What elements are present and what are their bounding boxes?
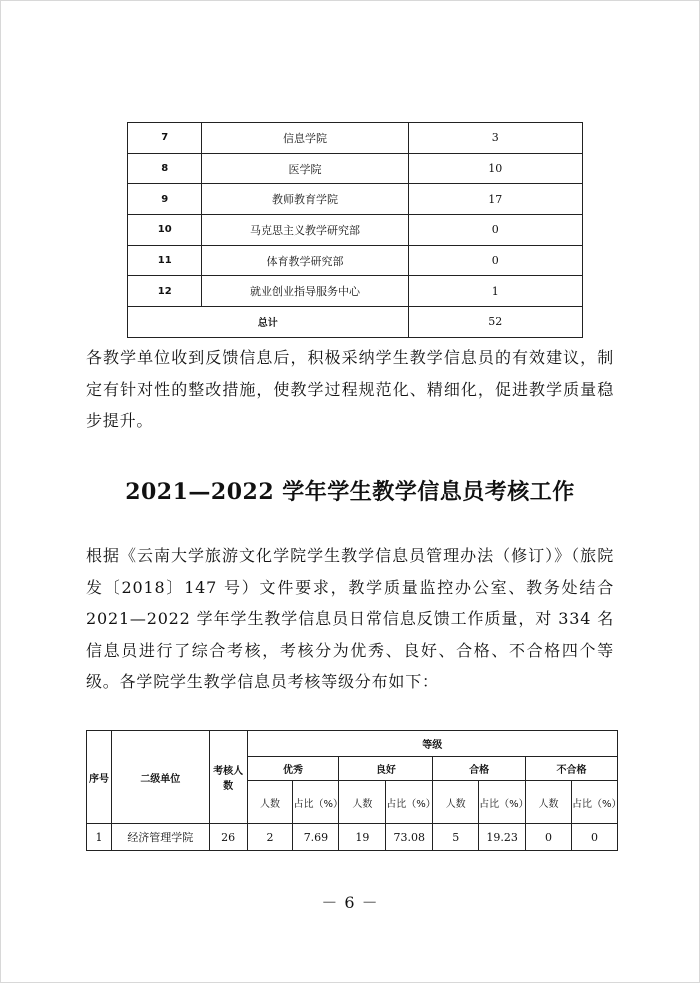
- row-number: 1: [87, 824, 112, 851]
- body-paragraph: 各教学单位收到反馈信息后，积极采纳学生教学信息员的有效建议，制定有针对性的整改措施，使教学过程规范化、精细化，促进教学质量稳步提升。: [86, 348, 614, 430]
- good-count: 19: [339, 824, 386, 851]
- table-row: [87, 824, 618, 851]
- row-number: 12: [128, 276, 202, 307]
- header-ratio: 占比（%）: [571, 781, 617, 824]
- header-ratio: 占比（%）: [293, 781, 339, 824]
- row-number: 10: [128, 215, 202, 246]
- feedback-count: 1: [408, 276, 582, 307]
- total-value: 52: [408, 307, 582, 338]
- row-number: 7: [128, 123, 202, 154]
- excellent-ratio: 7.69: [293, 824, 339, 851]
- row-number: 11: [128, 245, 202, 276]
- total-label: 总计: [128, 307, 409, 338]
- header-ratio: 占比（%）: [386, 781, 433, 824]
- header-grade: 等级: [247, 731, 617, 757]
- unit-name: 医学院: [202, 153, 408, 184]
- table-row: [128, 276, 583, 307]
- header-unit: 二级单位: [111, 731, 209, 824]
- header-no: 序号: [87, 731, 112, 824]
- header-count: 人数: [526, 781, 572, 824]
- table-row: [128, 123, 583, 154]
- table-row: [128, 153, 583, 184]
- unit-name: 经济管理学院: [111, 824, 209, 851]
- feedback-count: 0: [408, 245, 582, 276]
- feedback-count: 10: [408, 153, 582, 184]
- fail-ratio: 0: [571, 824, 617, 851]
- grade-table: [86, 730, 622, 851]
- header-count: 人数: [433, 781, 479, 824]
- header-ratio: 占比（%）: [479, 781, 526, 824]
- table-row: [128, 215, 583, 246]
- pass-ratio: 19.23: [479, 824, 526, 851]
- feedback-count: 0: [408, 215, 582, 246]
- unit-name: 信息学院: [202, 123, 408, 154]
- unit-name: 马克思主义教学研究部: [202, 215, 408, 246]
- header-fail: 不合格: [526, 757, 618, 781]
- good-ratio: 73.08: [386, 824, 433, 851]
- header-count: 人数: [339, 781, 386, 824]
- header-assessed: 考核人数: [209, 731, 247, 824]
- header-count: 人数: [247, 781, 293, 824]
- body-paragraph: 根据《云南大学旅游文化学院学生教学信息员管理办法（修订）》（旅院发〔2018〕147 号）文件要求，教学质量监控办公室、教务处结合 2021—2022 学年学生教学信息员日常信息反馈工作质量，对 334 名信息员进行了综合考核，考核分为优秀、良好、合格、不合格四个等级。各学院学生教学信息员考核等级分布如下：: [86, 546, 614, 691]
- header-pass: 合格: [433, 757, 526, 781]
- excellent-count: 2: [247, 824, 293, 851]
- table-row: [128, 245, 583, 276]
- header-excellent: 优秀: [247, 757, 339, 781]
- feedback-count: 17: [408, 184, 582, 215]
- total-row: [128, 307, 583, 338]
- pass-count: 5: [433, 824, 479, 851]
- header-good: 良好: [339, 757, 433, 781]
- row-number: 9: [128, 184, 202, 215]
- unit-name: 体育教学研究部: [202, 245, 408, 276]
- unit-name: 就业创业指导服务中心: [202, 276, 408, 307]
- summary-table: [127, 122, 583, 338]
- feedback-count: 3: [408, 123, 582, 154]
- unit-name: 教师教育学院: [202, 184, 408, 215]
- table-row: [128, 184, 583, 215]
- page-number: － 6 －: [321, 893, 379, 912]
- fail-count: 0: [526, 824, 572, 851]
- row-number: 8: [128, 153, 202, 184]
- section-title: 2021—2022 学年学生教学信息员考核工作: [125, 479, 575, 505]
- assessed-count: 26: [209, 824, 247, 851]
